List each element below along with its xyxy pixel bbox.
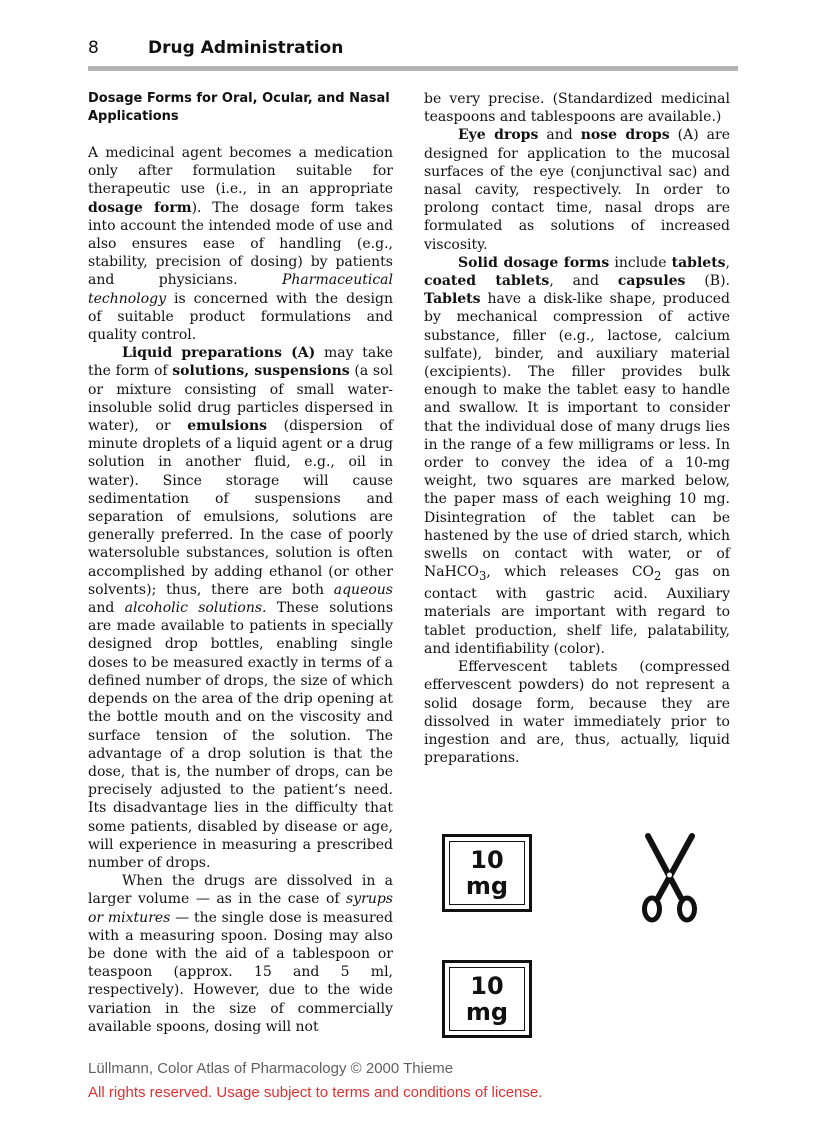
scissors-icon	[636, 832, 702, 924]
paragraph-continuation: be very precise. (Standardized medicinal teaspoons and tablespoons are available.)	[424, 91, 730, 126]
paragraph-eye-nose-drops: Eye drops and nose drops (A) are designed for application to the mucosal surfaces of the eye (conjunctival sac) and nasal cavity, respectively. In order to prolong contact time, nasal drops are formulated as solutions of increased viscosity.	[424, 127, 730, 253]
box1-value: 10	[470, 846, 504, 874]
page-number: 8	[88, 38, 99, 58]
footer-credit: Lüllmann, Color Atlas of Pharmacology © 2000 Thieme	[88, 1060, 454, 1077]
ten-mg-square-1	[442, 834, 532, 912]
header-rule	[88, 66, 738, 71]
left-column	[88, 90, 393, 1036]
section-title: Dosage Forms for Oral, Ocular, and Nasal Applications	[88, 91, 390, 124]
paragraph-syrups: When the drugs are dissolved in a larger volume — as in the case of syrups or mixtures — the single dose is measured with a measuring spoon. Dosing may also be done with the aid of a tablespoon or teaspoon (approx. 15 and 5 ml, respectively). However, due to the wide variation in the size of commercially available spoons, dosing will not	[88, 873, 393, 1035]
paragraph-effervescent: Effervescent tablets (compressed effervescent powders) do not represent a solid dosage form, because they are dissolved in water immediately prior to ingestion and are, thus, actually, liquid preparations.	[424, 659, 730, 767]
page-header	[88, 38, 738, 62]
paragraph-intro: A medicinal agent becomes a medication only after formulation suitable for therapeutic use (i.e., in an appropriate dosage form). The dosage form takes into account the intended mode of use and also ensures ease of handling (e.g., stability, precision of dosing) by patients and physicians. Pharmaceutical technology is concerned with the design of suitable product formulations and quality control.	[88, 145, 394, 344]
box2-value: 10	[470, 972, 504, 1000]
box2-unit: mg	[465, 998, 509, 1026]
chapter-title: Drug Administration	[148, 38, 344, 58]
paragraph-solid-dosage: Solid dosage forms include tablets, coated tablets, and capsules (B). Tablets have a disk-like shape, produced by mechanical compression of active substance, filler (e.g., lactose, calcium sulfate), binder, and auxiliary material (excipients). The filler provides bulk enough to make the tablet easy to handle and swallow. It is important to consider that the individual dose of many drugs lies in the range of a few milligrams or less. In order to convey the idea of a 10-mg weight, two squares are marked below, the paper mass of each weighing 10 mg. Disintegration of the tablet can be hastened by the use of dried starch, which swells on contact with water, or of NaHCO$_3$, which releases $CO_2$ gas on contact with gastric acid. Auxiliary materials are important with regard to tablet production, shelf life, palatability, and identifiability (color).	[424, 254, 730, 657]
paragraph-liquid-preparations: Liquid preparations (A) may take the form of solutions, suspensions (a sol or mixture consisting of small water-insoluble solid drug particles dispersed in water), or emulsions (dispersion of minute droplets of a liquid agent or a drug solution in another fluid, e.g., oil in water). Since storage will cause sedimentation of suspensions and separation of emulsions, solutions are generally preferred. In the case of poorly watersoluble substances, solution is often accomplished by adding ethanol (or other solvents); thus, there are both aqueous and alcoholic solutions. These solutions are made available to patients in specially designed drop bottles, enabling single doses to be measured exactly in terms of a defined number of drops, the size of which depends on the area of the drip opening at the bottle mouth and on the viscosity and surface tension of the solution. The advantage of a drop solution is that the dose, that is, the number of drops, can be precisely adjusted to the patient‘s need. Its disadvantage lies in the difficulty that some patients, disabled by disease or age, will experience in measuring a prescribed number of drops.	[88, 345, 394, 871]
footer-rights: All rights reserved. Usage subject to terms and conditions of license.	[88, 1084, 543, 1101]
box1-unit: mg	[465, 872, 509, 900]
ten-mg-square-2	[442, 960, 532, 1038]
right-column	[424, 90, 730, 767]
